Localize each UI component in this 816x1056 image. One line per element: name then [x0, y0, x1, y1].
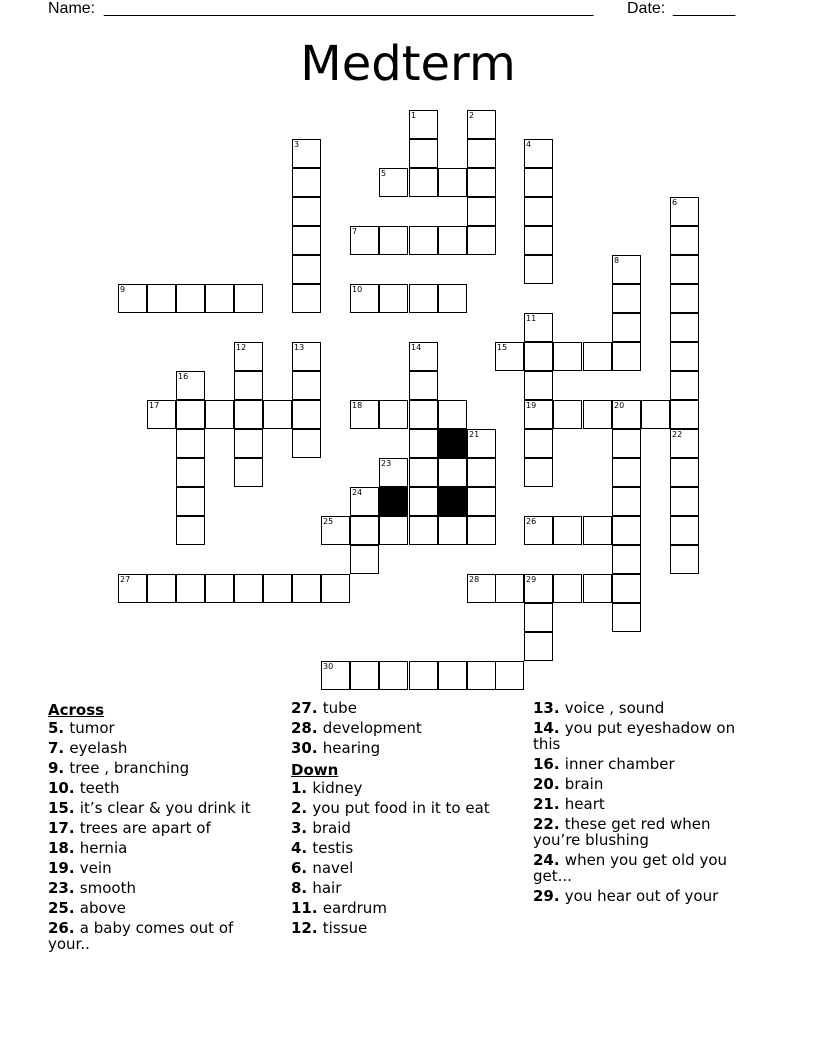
crossword-cell[interactable]: [379, 400, 408, 429]
clue-item: [291, 880, 521, 896]
clue-item: [533, 816, 743, 848]
clue-number: 24: [352, 488, 363, 497]
clue-number: 12: [236, 343, 247, 352]
crossword-cell[interactable]: [553, 574, 582, 603]
clue-item-number: 20.: [533, 775, 565, 793]
crossword-cell[interactable]: [409, 168, 438, 197]
clue-number: 18: [352, 401, 363, 410]
clue-item: [533, 888, 743, 904]
crossword-cell[interactable]: [263, 400, 292, 429]
crossword-cell[interactable]: [612, 284, 641, 313]
black-square: [438, 429, 467, 458]
clue-item-text: tube: [322, 699, 357, 717]
crossword-cell[interactable]: [467, 139, 496, 168]
clue-number: 25: [323, 517, 334, 526]
clue-number: 11: [526, 314, 537, 323]
crossword-cell[interactable]: [612, 458, 641, 487]
clue-item: [533, 700, 743, 716]
clue-number: 5: [381, 169, 387, 178]
crossword-cell[interactable]: [467, 487, 496, 516]
clue-item-number: 18.: [48, 839, 80, 857]
crossword-cell[interactable]: [409, 226, 438, 255]
crossword-cell[interactable]: [670, 284, 699, 313]
clue-item-number: 26.: [48, 919, 80, 937]
clue-number: 4: [526, 140, 532, 149]
clue-number: 1: [411, 111, 417, 120]
clue-number: 6: [672, 198, 678, 207]
clue-item-number: 30.: [291, 739, 323, 757]
crossword-cell[interactable]: [438, 400, 467, 429]
crossword-cell[interactable]: [467, 168, 496, 197]
clue-item: [48, 840, 278, 856]
crossword-cell[interactable]: [612, 313, 641, 342]
crossword-cell[interactable]: [176, 429, 205, 458]
crossword-cell[interactable]: [350, 545, 379, 574]
clue-item-text: when you get old you get...: [533, 851, 727, 885]
crossword-cell[interactable]: [467, 661, 496, 690]
clue-number: 20: [614, 401, 625, 410]
clues-column-3: [533, 700, 743, 908]
crossword-cell[interactable]: [379, 458, 408, 487]
clues-column-2: [291, 700, 521, 940]
crossword-cell[interactable]: [524, 458, 553, 487]
clue-item-number: 12.: [291, 919, 323, 937]
crossword-cell[interactable]: [176, 284, 205, 313]
crossword-cell[interactable]: [379, 661, 408, 690]
crossword-cell[interactable]: [524, 574, 553, 603]
clue-item-number: 25.: [48, 899, 80, 917]
clue-item-number: 4.: [291, 839, 313, 857]
clue-item-text: kidney: [312, 779, 363, 797]
crossword-cell[interactable]: [495, 661, 524, 690]
crossword-cell[interactable]: [612, 574, 641, 603]
clue-item-number: 24.: [533, 851, 565, 869]
crossword-cell[interactable]: [524, 139, 553, 168]
crossword-cell[interactable]: [292, 574, 321, 603]
clue-number: 29: [526, 575, 537, 584]
clue-number: 19: [526, 401, 537, 410]
crossword-cell[interactable]: [176, 400, 205, 429]
crossword-cell[interactable]: [409, 516, 438, 545]
crossword-cell[interactable]: [409, 139, 438, 168]
clue-item-number: 14.: [533, 719, 565, 737]
crossword-cell[interactable]: [292, 400, 321, 429]
crossword-cell[interactable]: [670, 342, 699, 371]
crossword-cell[interactable]: [350, 284, 379, 313]
crossword-cell[interactable]: [524, 197, 553, 226]
clue-item-text: trees are apart of: [79, 819, 211, 837]
clue-number: 13: [294, 343, 305, 352]
clue-item-number: 16.: [533, 755, 565, 773]
clue-item: [291, 840, 521, 856]
clue-item-text: eardrum: [322, 899, 387, 917]
clue-item-number: 17.: [48, 819, 80, 837]
crossword-cell[interactable]: [438, 168, 467, 197]
clue-item: [48, 780, 278, 796]
crossword-cell[interactable]: [409, 487, 438, 516]
crossword-cell[interactable]: [553, 516, 582, 545]
clue-item: [291, 740, 521, 756]
clue-item-text: it’s clear & you drink it: [79, 799, 251, 817]
clue-item-text: development: [322, 719, 422, 737]
crossword-cell[interactable]: [467, 226, 496, 255]
crossword-cell[interactable]: [263, 574, 292, 603]
clue-item-text: a baby comes out of your..: [48, 919, 234, 953]
clue-item-number: 23.: [48, 879, 80, 897]
crossword-cell[interactable]: [379, 168, 408, 197]
crossword-cell[interactable]: [409, 429, 438, 458]
crossword-cell[interactable]: [147, 400, 176, 429]
crossword-cell[interactable]: [409, 342, 438, 371]
clue-number: 14: [411, 343, 422, 352]
crossword-cell[interactable]: [641, 400, 670, 429]
crossword-cell[interactable]: [438, 516, 467, 545]
name-field[interactable]: _______________________________________________________: [104, 0, 594, 17]
clue-item-number: 6.: [291, 859, 313, 877]
crossword-cell[interactable]: [524, 313, 553, 342]
clue-item-text: tissue: [322, 919, 368, 937]
crossword-cell[interactable]: [438, 458, 467, 487]
crossword-cell[interactable]: [612, 429, 641, 458]
crossword-cell[interactable]: [524, 516, 553, 545]
crossword-cell[interactable]: [234, 458, 263, 487]
date-label: Date:: [627, 0, 666, 17]
crossword-cell[interactable]: [583, 342, 612, 371]
crossword-cell[interactable]: [147, 574, 176, 603]
crossword-cell[interactable]: [234, 371, 263, 400]
clue-number: 7: [352, 227, 358, 236]
clue-item: [291, 700, 521, 716]
crossword-cell[interactable]: [176, 487, 205, 516]
crossword-cell[interactable]: [321, 574, 350, 603]
crossword-cell[interactable]: [292, 139, 321, 168]
clue-item-text: voice , sound: [564, 699, 665, 717]
clue-item: [291, 780, 521, 796]
crossword-cell[interactable]: [670, 255, 699, 284]
crossword-cell[interactable]: [205, 400, 234, 429]
crossword-cell[interactable]: [176, 574, 205, 603]
date-field[interactable]: _______: [673, 0, 736, 17]
across-clue-list-continued: [291, 700, 521, 756]
clue-item: [48, 900, 278, 916]
crossword-cell[interactable]: [176, 516, 205, 545]
crossword-cell[interactable]: [292, 197, 321, 226]
clue-item-text: tree , branching: [69, 759, 190, 777]
clue-item-number: 22.: [533, 815, 565, 833]
crossword-cell[interactable]: [409, 458, 438, 487]
crossword-cell[interactable]: [379, 226, 408, 255]
crossword-cell[interactable]: [292, 284, 321, 313]
crossword-cell[interactable]: [495, 574, 524, 603]
crossword-cell[interactable]: [350, 661, 379, 690]
clue-item-text: heart: [564, 795, 605, 813]
crossword-cell[interactable]: [612, 400, 641, 429]
crossword-cell[interactable]: [409, 400, 438, 429]
black-square: [379, 487, 408, 516]
clue-item-text: you put eyeshadow on this: [533, 719, 736, 753]
clue-item: [291, 820, 521, 836]
crossword-cell[interactable]: [292, 342, 321, 371]
clue-item: [291, 800, 521, 816]
clue-number: 17: [149, 401, 160, 410]
clue-item: [48, 920, 278, 952]
crossword-cell[interactable]: [409, 661, 438, 690]
clue-number: 22: [672, 430, 683, 439]
clue-item-number: 21.: [533, 795, 565, 813]
crossword-cell[interactable]: [292, 371, 321, 400]
crossword-cell[interactable]: [292, 168, 321, 197]
crossword-cell[interactable]: [524, 632, 553, 661]
clue-item-text: eyelash: [69, 739, 128, 757]
clue-number: 16: [178, 372, 189, 381]
crossword-cell[interactable]: [612, 545, 641, 574]
crossword-cell[interactable]: [205, 284, 234, 313]
clue-item-text: inner chamber: [564, 755, 675, 773]
clue-item-text: above: [79, 899, 126, 917]
clue-item-number: 3.: [291, 819, 313, 837]
clues-column-1: [48, 700, 278, 956]
crossword-cell[interactable]: [234, 429, 263, 458]
crossword-cell[interactable]: [524, 226, 553, 255]
clue-item: [48, 720, 278, 736]
crossword-cell[interactable]: [467, 110, 496, 139]
clue-item-text: brain: [564, 775, 604, 793]
crossword-cell[interactable]: [409, 371, 438, 400]
clue-item-number: 11.: [291, 899, 323, 917]
clue-item: [291, 900, 521, 916]
clue-item-text: you put food in it to eat: [312, 799, 490, 817]
crossword-cell[interactable]: [438, 226, 467, 255]
crossword-cell[interactable]: [670, 226, 699, 255]
across-clue-list: [48, 720, 278, 952]
crossword-cell[interactable]: [118, 574, 147, 603]
clue-item-text: tumor: [69, 719, 115, 737]
clue-number: 3: [294, 140, 300, 149]
crossword-cell[interactable]: [553, 342, 582, 371]
clue-item-number: 10.: [48, 779, 80, 797]
clue-item-number: 2.: [291, 799, 313, 817]
clue-item: [291, 920, 521, 936]
crossword-cell[interactable]: [524, 342, 553, 371]
clue-item: [48, 880, 278, 896]
crossword-cell[interactable]: [524, 168, 553, 197]
clue-item: [48, 800, 278, 816]
crossword-cell[interactable]: [670, 516, 699, 545]
clue-item-text: these get red when you’re blushing: [533, 815, 711, 849]
crossword-cell[interactable]: [670, 458, 699, 487]
clue-number: 30: [323, 662, 334, 671]
clue-item: [48, 740, 278, 756]
clue-item: [533, 776, 743, 792]
clue-item-text: testis: [312, 839, 354, 857]
clue-item-number: 19.: [48, 859, 80, 877]
clue-item-text: teeth: [79, 779, 120, 797]
crossword-cell[interactable]: [612, 255, 641, 284]
clue-item-text: smooth: [79, 879, 136, 897]
clue-item: [533, 796, 743, 812]
clue-item-number: 1.: [291, 779, 313, 797]
down-clue-list-continued: [533, 700, 743, 904]
crossword-cell[interactable]: [670, 371, 699, 400]
crossword-cell[interactable]: [612, 487, 641, 516]
crossword-cell[interactable]: [350, 516, 379, 545]
clue-item-text: hernia: [79, 839, 128, 857]
crossword-cell[interactable]: [467, 429, 496, 458]
clue-item-number: 28.: [291, 719, 323, 737]
crossword-cell[interactable]: [234, 284, 263, 313]
clue-item-number: 8.: [291, 879, 313, 897]
crossword-cell[interactable]: [612, 603, 641, 632]
crossword-cell[interactable]: [438, 284, 467, 313]
down-clue-list: [291, 780, 521, 936]
clue-number: 9: [120, 285, 126, 294]
clue-item: [291, 860, 521, 876]
crossword-cell[interactable]: [438, 661, 467, 690]
crossword-cell[interactable]: [292, 255, 321, 284]
clue-item-number: 7.: [48, 739, 70, 757]
crossword-cell[interactable]: [321, 516, 350, 545]
crossword-cell[interactable]: [234, 574, 263, 603]
clue-item-text: hair: [312, 879, 342, 897]
clue-item: [48, 860, 278, 876]
crossword-cell[interactable]: [583, 516, 612, 545]
page-title: Medterm: [300, 36, 516, 92]
crossword-cell[interactable]: [670, 197, 699, 226]
crossword-cell[interactable]: [176, 458, 205, 487]
crossword-cell[interactable]: [670, 400, 699, 429]
crossword-cell[interactable]: [467, 458, 496, 487]
crossword-cell[interactable]: [524, 255, 553, 284]
name-label: Name:: [48, 0, 96, 17]
crossword-cell[interactable]: [321, 661, 350, 690]
clue-item-text: vein: [79, 859, 112, 877]
clue-item-number: 13.: [533, 699, 565, 717]
clue-item: [533, 756, 743, 772]
clue-item-text: braid: [312, 819, 351, 837]
clue-number: 23: [381, 459, 392, 468]
crossword-cell[interactable]: [379, 516, 408, 545]
crossword-cell[interactable]: [292, 429, 321, 458]
crossword-cell[interactable]: [409, 284, 438, 313]
crossword-cell[interactable]: [467, 574, 496, 603]
crossword-cell[interactable]: [409, 110, 438, 139]
crossword-cell[interactable]: [176, 371, 205, 400]
clue-item-number: 5.: [48, 719, 70, 737]
crossword-cell[interactable]: [379, 284, 408, 313]
crossword-cell[interactable]: [467, 516, 496, 545]
crossword-cell[interactable]: [524, 429, 553, 458]
crossword-cell[interactable]: [350, 487, 379, 516]
clue-item-text: hearing: [322, 739, 381, 757]
clue-number: 26: [526, 517, 537, 526]
clue-number: 28: [469, 575, 480, 584]
crossword-cell[interactable]: [467, 197, 496, 226]
crossword-cell[interactable]: [292, 226, 321, 255]
crossword-cell[interactable]: [670, 545, 699, 574]
crossword-cell[interactable]: [612, 342, 641, 371]
crossword-cell[interactable]: [670, 487, 699, 516]
clue-item: [291, 720, 521, 736]
crossword-cell[interactable]: [350, 400, 379, 429]
across-heading: Across: [48, 701, 105, 719]
clue-item-text: you hear out of your: [564, 887, 719, 905]
clue-item-text: navel: [312, 859, 354, 877]
crossword-cell[interactable]: [118, 284, 147, 313]
crossword-cell[interactable]: [583, 400, 612, 429]
crossword-cell[interactable]: [670, 313, 699, 342]
clue-item-number: 27.: [291, 699, 323, 717]
crossword-cell[interactable]: [205, 574, 234, 603]
crossword-cell[interactable]: [495, 342, 524, 371]
clue-number: 2: [469, 111, 475, 120]
clue-item-number: 15.: [48, 799, 80, 817]
crossword-cell[interactable]: [612, 516, 641, 545]
crossword-cell[interactable]: [524, 603, 553, 632]
down-heading: Down: [291, 761, 339, 779]
clue-number: 21: [469, 430, 480, 439]
clue-item: [533, 852, 743, 884]
crossword-cell[interactable]: [147, 284, 176, 313]
crossword-cell[interactable]: [524, 371, 553, 400]
clue-number: 8: [614, 256, 620, 265]
clue-item-number: 9.: [48, 759, 70, 777]
crossword-cell[interactable]: [553, 400, 582, 429]
clue-number: 27: [120, 575, 131, 584]
crossword-cell[interactable]: [524, 400, 553, 429]
clue-number: 15: [497, 343, 508, 352]
clue-item: [48, 820, 278, 836]
crossword-cell[interactable]: [234, 400, 263, 429]
crossword-cell[interactable]: [670, 429, 699, 458]
clue-item-number: 29.: [533, 887, 565, 905]
clue-item: [48, 760, 278, 776]
crossword-cell[interactable]: [583, 574, 612, 603]
clue-item: [533, 720, 743, 752]
crossword-cell[interactable]: [350, 226, 379, 255]
clue-number: 10: [352, 285, 363, 294]
crossword-cell[interactable]: [234, 342, 263, 371]
black-square: [438, 487, 467, 516]
